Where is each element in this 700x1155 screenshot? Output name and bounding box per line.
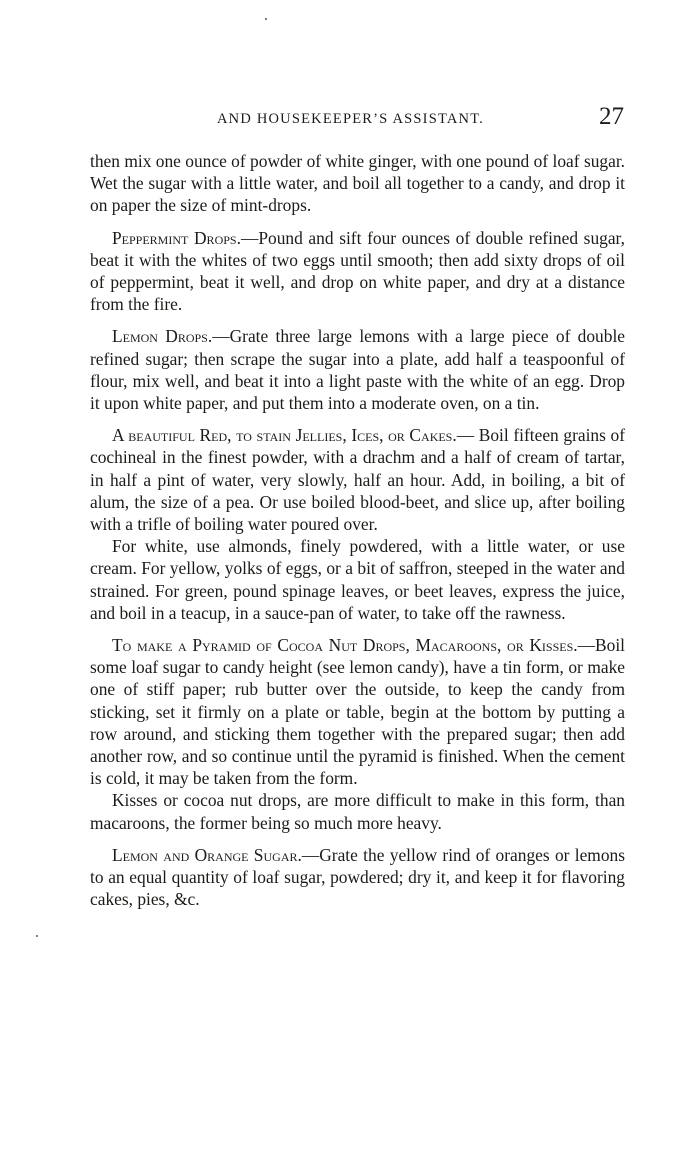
paragraph-text: Kisses or cocoa nut drops, are more difficult to make in this form, than macaroons, the former being so much more heavy. (90, 790, 625, 833)
paragraph-text: then mix one ounce of powder of white ginger, with one pound of loaf sugar. Wet the sugar with a little water, and boil all together to a candy, and drop it on paper the size of mint-drops. (90, 151, 625, 216)
recipe-text: —Boil some loaf sugar to candy height (see lemon candy), have a tin form, or make one of stiff paper; rub butter over the outside, to keep the candy from sticking, set it firmly on a plate or table, begin at the bottom by putting a row around, and sticking them together with the prepared sugar; then add another row, and so continue until the pyramid is finished. When the cement is cold, it may be taken from the form. (90, 635, 625, 789)
recipe-text: —Pound and sift four ounces of double refined sugar, beat it with the whites of two eggs until smooth; then add sixty drops of oil of peppermint, beat it well, and drop on white paper, and dry at a distance from the fire. (90, 227, 625, 315)
print-speck (265, 18, 267, 20)
recipe-red-stain (90, 424, 625, 535)
recipe-heading: Lemon and Orange Sugar. (112, 844, 302, 865)
recipe-heading: Peppermint Drops. (112, 227, 241, 248)
recipe-heading: Lemon Drops. (112, 326, 213, 347)
recipe-text: — Boil fifteen grains of cochineal in the finest powder, with a drachm and a half of cream of tartar, in half a pint of water, very slowly, half an hour. Add, in boiling, a bit of alum, the size of a pea. Or use boiled blood-beet, and slice up, after boiling with a trifle of boiling water poured over. (90, 425, 626, 535)
recipe-peppermint-drops (90, 227, 625, 316)
recipe-pyramid (90, 634, 625, 789)
recipe-heading: A beautiful Red, to stain Jellies, Ices, or Cakes. (112, 425, 457, 446)
paragraph-text: For white, use almonds, finely powdered, with a little water, or use cream. For yellow, yolks of eggs, or a bit of saffron, steeped in the water and strained. For green, pound spinage leaves, or beet leaves, express the juice, and boil in a teacup, in a sauce-pan of water, to take off the rawness. (90, 536, 625, 623)
page-number: 27 (599, 103, 624, 130)
recipe-text: —Grate the yellow rind of oranges or lemons to an equal quantity of loaf sugar, powdered; dry it, and keep it for flavoring cakes, pies, &c. (90, 844, 625, 910)
recipe-lemon-orange-sugar (90, 844, 625, 911)
running-head: AND HOUSEKEEPER’S ASSISTANT. (217, 111, 485, 127)
paragraph-ginger-candy-continuation (90, 150, 625, 217)
page-header (90, 103, 630, 135)
paragraph-other-colours (90, 535, 625, 624)
paragraph-kisses-note (90, 789, 625, 833)
recipe-text: —Grate three large lemons with a large piece of double refined sugar; then scrape the sugar into a plate, add half a teaspoonful of flour, mix well, and beat it into a light paste with the white of an egg. Drop it upon white paper, and put them into a moderate oven, on a tin. (90, 326, 626, 414)
page-body (90, 150, 625, 911)
recipe-heading: To make a Pyramid of Cocoa Nut Drops, Macaroons, or Kisses. (112, 635, 578, 656)
print-speck (36, 935, 38, 937)
recipe-lemon-drops (90, 325, 625, 414)
